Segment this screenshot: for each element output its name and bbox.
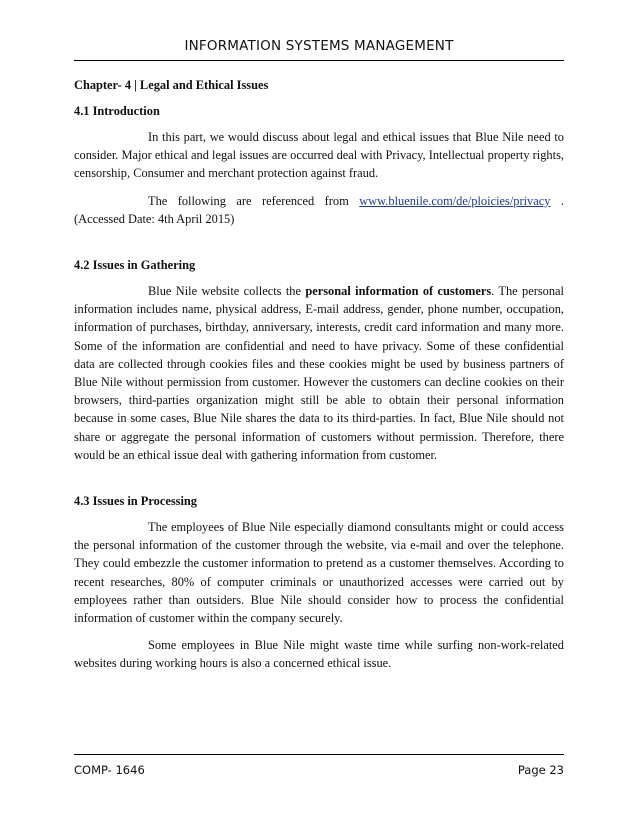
processing-paragraph-2: Some employees in Blue Nile might waste time while surfing non-work-related websites during working hours is also a concerned ethical issue. (74, 638, 564, 671)
section-heading-gathering: 4.2 Issues in Gathering (74, 258, 196, 273)
intro-ref-text: The following are referenced from (148, 193, 360, 208)
gathering-text-start: Blue Nile website collects the (148, 284, 306, 299)
intro-paragraph-1: In this part, we would discuss about legal and ethical issues that Blue Nile need to consider. Major ethical and legal issues are occurred deal with Privacy, Intellectual property rights, censorship, Consumer and merchant protection against fraud. (74, 130, 564, 181)
section-heading-processing: 4.3 Issues in Processing (74, 494, 198, 509)
gathering-paragraph (74, 282, 564, 464)
intro-ref-accessed: . (Accessed Date: 4th April 2015) (74, 193, 564, 226)
header-divider (74, 60, 564, 61)
intro-paragraph-2 (74, 192, 564, 228)
chapter-title: Chapter- 4 | Legal and Ethical Issues (74, 78, 269, 92)
gathering-text-rest: . The personal information includes name, physical address, E-mail address, gender, phone number, occupation, information of purchases, birthday, anniversary, interests, credit card information and many more. Some of the information are confidential and need to have privacy. Some of these confidential data are collected through cookies files and these cookies might be used by business partners of Blue Nile without permission from customer. However the customers can decline cookies on their browsers, third-parties organization might still be able to obtain their personal information because in some cases, Blue Nile shares the data to its third-parties. In fact, Blue Nile should not share or aggregate the personal information of customers without permission. Therefore, there would be an ethical issue deal with gathering information from customer. (74, 284, 564, 462)
document-body (74, 76, 564, 673)
page-header-title: INFORMATION SYSTEMS MANAGEMENT (184, 38, 454, 54)
processing-paragraph-1: The employees of Blue Nile especially diamond consultants might or could access the personal information of the customer through the website, via e-mail and over the telephone. They could embezzle the customer information to pretend as a customer themselves. According to recent researches, 80% of computer criminals or unauthorized accesses were carried out by employees rather than outsiders. Blue Nile should consider how to process the confidential information of customer within the company securely. (74, 520, 564, 626)
footer-divider (74, 754, 564, 755)
section-heading-introduction: 4.1 Introduction (74, 104, 160, 118)
footer-course-code: COMP- 1646 (74, 763, 145, 777)
gathering-bold-phrase: personal information of customers (305, 284, 492, 299)
footer-page-number: Page 23 (517, 763, 564, 777)
bluenile-privacy-link[interactable]: www.bluenile.com/de/ploicies/privacy (359, 193, 551, 208)
